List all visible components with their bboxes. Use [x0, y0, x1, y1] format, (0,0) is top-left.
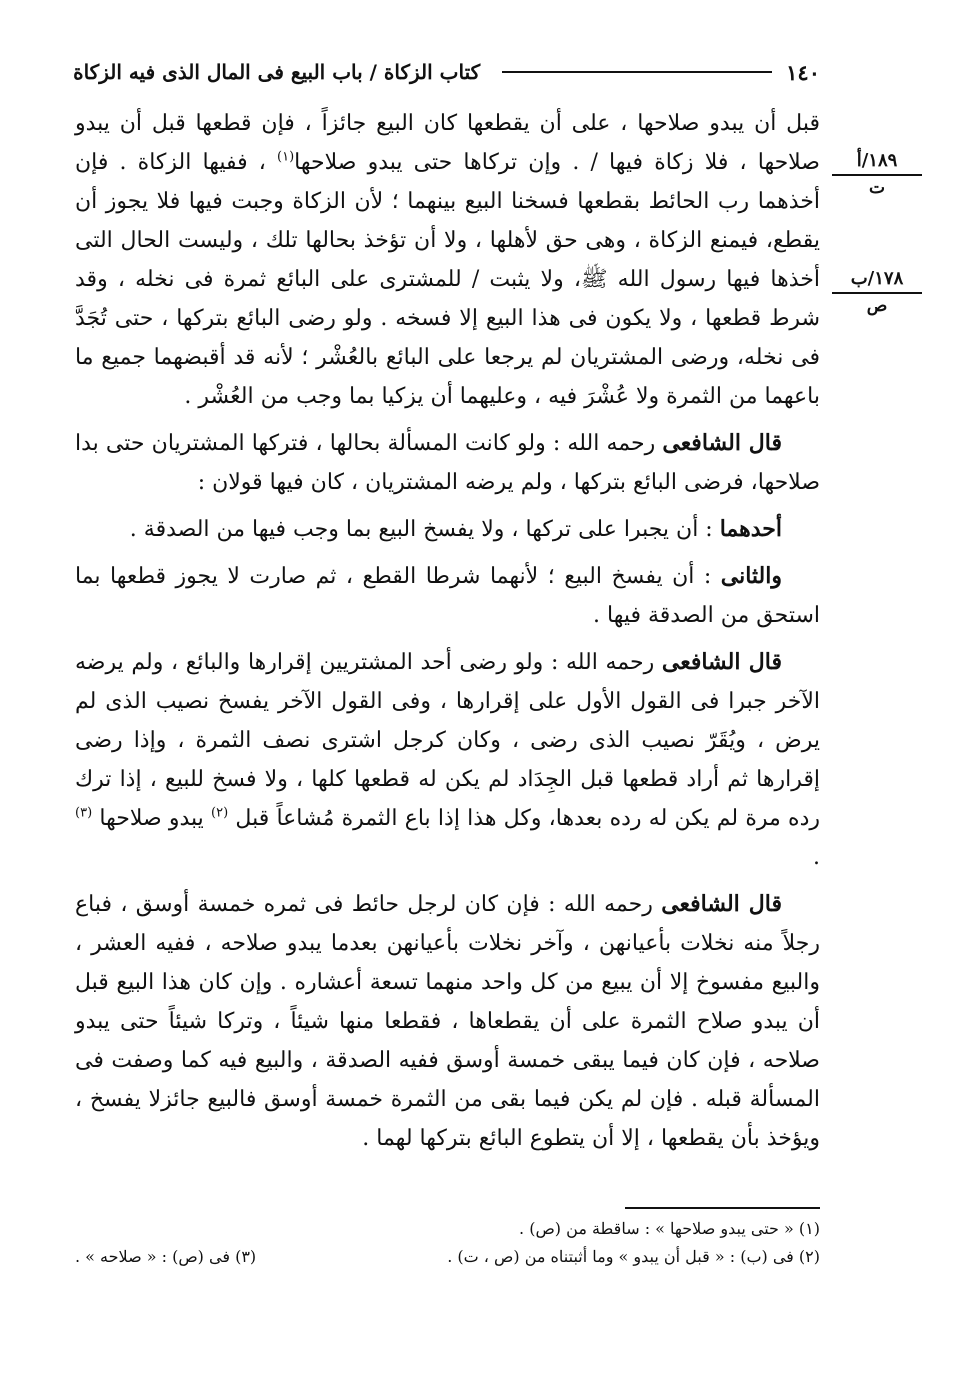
paragraph	[75, 885, 820, 1158]
paragraph-text: ، ففيها الزكاة . فإن أخذهما رب الحائط بقطعها فسخنا البيع بينهما ؛ لأن الزكاة وجبت فيها فلا يجوز أن يقطع، فيمنع الزكاة ، وهى حق لأهلها ، ولا أن تؤخذ بحالها تلك ، وليست الحال التى أخذها فيها رسول الله ﷺ، ولا يثبت / للمشترى على البائع ثمرة فى نخله ، وقد شرط قطعها ، ولا يكون فى هذا البيع إلا فسخه . ولو رضى البائع بتركها ، حتى تُجَدَّ فى نخله، ورضى المشتريان لم يرجعا على البائع بالعُشْر ؛ لأنه قد أقبضهما جميع ما باعهما من الثمرة ولا عُشْرَ فيه ، وعليهما أن يزكيا بما وجب من العُشْر .	[75, 150, 820, 409]
running-header	[75, 52, 820, 92]
header-rule	[502, 71, 772, 73]
lead-word: والثانى	[720, 563, 782, 589]
footnote-marker: (١)	[277, 149, 295, 165]
paragraph	[75, 643, 820, 877]
footnote-line	[75, 1215, 820, 1243]
paragraph-text: : أن يفسخ البيع ؛ لأنهما شرطا القطع ، ثم صارت لا يجوز قطعها بما استحق من الصدقة فيها .	[75, 564, 820, 628]
speaker-label: قال الشافعى	[661, 649, 782, 675]
paragraph	[75, 557, 820, 635]
paragraph	[75, 424, 820, 502]
footnotes	[75, 1215, 820, 1271]
paragraph-text: قبل أن يبدو صلاحها ، على أن يقطعها كان البيع جائزاً ، فإن قطعها قبل أن يبدو صلاحها ، فلا زكاة فيها / . وإن تركاها حتى يبدو صلاحها	[75, 111, 820, 175]
paragraph-text: : أن يجبرا على تركها ، ولا يفسخ البيع بما وجب فيها من الصدقة .	[129, 517, 720, 542]
margin-note-ms: ت	[868, 178, 885, 198]
footnote-2: (٢) فى (ب) : « قبل أن يبدو » وما أثبتناه من (ص ، ت) .	[447, 1247, 820, 1266]
footnote-line	[75, 1243, 820, 1271]
margin-note-ref: ١٨٩/أ	[832, 150, 922, 176]
lead-word: أحدهما	[719, 516, 782, 542]
paragraph	[75, 510, 820, 549]
paragraph-text: رحمه الله : فإن كان لرجل حائط فى ثمره خمسة أوسق ، فباع رجلاً منه نخلات بأعيانهن ، وآخر نخلات بأعيانهن بعدما يبدو صلاحه ، ففيه العشر ، والبيع مفسوخ إلا أن يبيع من كل واحد منهما تسعة أعشاره . وإن كان هذا البيع قبل أن يبدو صلاح الثمرة على أن يقطعاها ، فقطعا منها شيئاً ، وتركا شيئاً حتى يبدو صلاحه ، فإن كان فيما يبقى خمسة أوسق ففيه الصدقة ، والبيع فيه كما وصفت فى المسألة قبله . فإن لم يكن فيما بقى من الثمرة خمسة أوسق فالبيع جائزلا يفسخ ، ويؤخذ بأن يقطعها ، إلا أن يتطوع البائع بتركها لهما .	[75, 892, 820, 1151]
paragraph-text: يبدو صلاحها	[92, 806, 212, 831]
page-number: ١٤٠	[786, 59, 820, 85]
margin-note-folio	[832, 268, 922, 317]
footnote-marker: (٢)	[211, 805, 229, 821]
paragraph	[75, 104, 820, 416]
footnote-3: (٣) فى (ص) : « صلاحه » .	[75, 1247, 257, 1266]
footnote-marker: (٣)	[75, 805, 93, 821]
margin-note-ms: ص	[866, 296, 888, 316]
main-text	[75, 104, 820, 1158]
paragraph-text: رحمه الله : ولو رضى أحد المشتريين إقرارها والبائع ، ولم يرضه الآخر جبرا فى القول الأول على إقرارها ، وفى القول الآخر يفسخ نصيب الذى لم يرض ، ويُقَرّ نصيب الذى رضى ، وكان كرجل اشترى نصف الثمرة ، وإذا رضى إقرارها ثم أراد قطعها قبل الجِدَاد لم يكن له قطعها كلها ، ولا فسخ للبيع ، إذا ترك رده مرة لم يكن له رده بعدها، وكل هذا إذا باع الثمرة مُشاعاً قبل	[75, 650, 820, 831]
footnote-rule	[625, 1207, 820, 1209]
running-title: كتاب الزكاة / باب البيع فى المال الذى فيه الزكاة	[73, 60, 481, 84]
paragraph-text: .	[813, 845, 820, 870]
margin-note-ref: ١٧٨/ب	[832, 268, 922, 294]
footnote-1: (١) « حتى يبدو صلاحها » : ساقطة من (ص) .	[519, 1219, 820, 1238]
margin-note-folio	[832, 150, 922, 199]
paragraph-text: رحمه الله : ولو كانت المسألة بحالها ، فتركها المشتريان حتى بدا صلاحها، فرضى البائع بتركها ، ولم يرضه المشتريان ، كان فيها قولان :	[75, 431, 820, 495]
speaker-label: قال الشافعى	[662, 430, 782, 456]
speaker-label: قال الشافعى	[661, 891, 783, 917]
